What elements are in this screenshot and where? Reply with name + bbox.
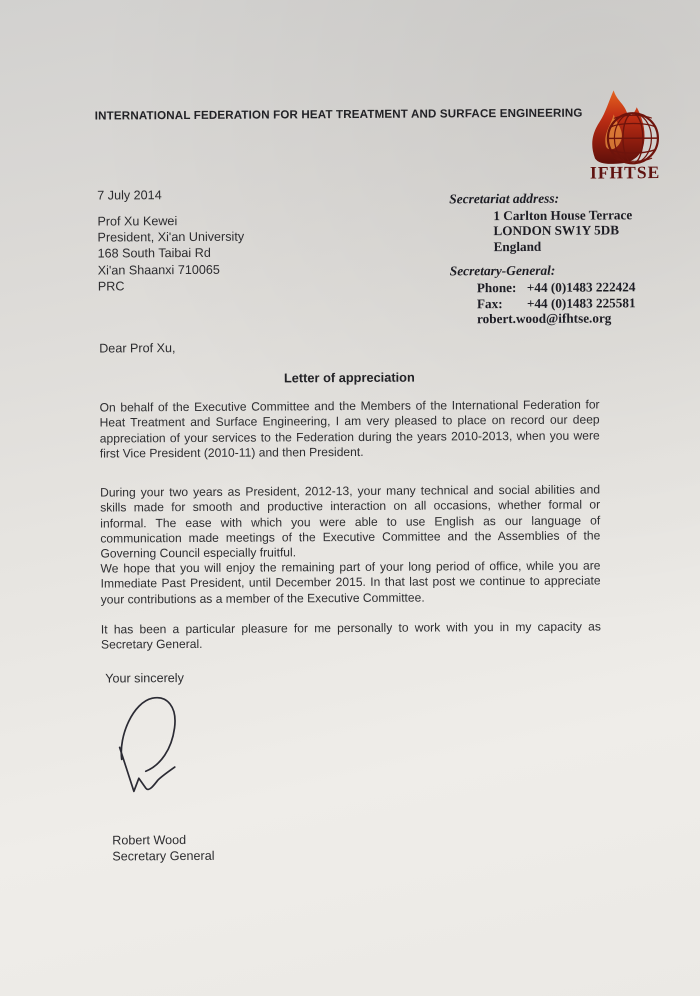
recipient-address <box>97 213 244 295</box>
body-paragraph: We hope that you will enjoy the remaining part of your long period of office, while you are Immediate Past President, until December 2015. In that last post we continue to appreciate your contributions as a member of the Executive Committee. <box>100 558 601 607</box>
salutation: Dear Prof Xu, <box>99 341 176 356</box>
letter-date: 7 July 2014 <box>97 188 162 203</box>
recipient-line: Prof Xu Kewei <box>97 214 178 229</box>
secretariat-address-line: LONDON SW1Y 5DB <box>493 222 620 239</box>
secretary-general-label: Secretary-General: <box>449 263 556 279</box>
ifhtse-logo-icon <box>582 88 669 183</box>
subject-line: Letter of appreciation <box>283 369 415 386</box>
logo-acronym: IFHTSE <box>589 162 661 183</box>
email-address: robert.wood@ifhtse.org <box>476 310 612 327</box>
recipient-line: Xi'an Shaanxi 710065 <box>97 262 220 278</box>
secretariat-block <box>449 190 690 327</box>
phone-row <box>477 279 690 296</box>
signer-name: Robert Wood <box>112 833 187 848</box>
secretariat-address-label: Secretariat address: <box>449 190 560 207</box>
recipient-line: President, Xi'an University <box>97 229 245 245</box>
fax-row <box>477 294 690 311</box>
signature-block <box>112 832 214 865</box>
signer-title: Secretary General <box>112 849 215 864</box>
fax-label: Fax: <box>476 295 503 311</box>
body-paragraph: During your two years as President, 2012-13, your many technical and social abilities and skills made for smooth and productive interaction on all occasions, whether formal or informal. The ease with which you were able to use English as our language of communication made meetings of the Executive Committee and the Assemblies of the Governing Council especially fruitful. <box>100 482 601 561</box>
secretariat-address-line: England <box>493 238 542 254</box>
org-title: INTERNATIONAL FEDERATION FOR HEAT TREATMENT AND SURFACE ENGINEERING <box>94 106 583 123</box>
recipient-line: 168 South Taibai Rd <box>97 246 211 261</box>
closing-line: Your sincerely <box>105 671 184 686</box>
fax-number: +44 (0)1483 225581 <box>526 294 636 311</box>
secretariat-address-line: 1 Carlton House Terrace <box>493 206 633 223</box>
secretary-general-contact <box>477 279 690 327</box>
signature-icon <box>104 693 197 798</box>
phone-number: +44 (0)1483 222424 <box>526 279 636 295</box>
body-paragraph: It has been a particular pleasure for me personally to work with you in my capacity as Secretary General. <box>100 619 601 652</box>
body-paragraph: On behalf of the Executive Committee and the Members of the International Federation for Heat Treatment and Surface Engineering, I am very pleased to place on record our deep appreciation of your services to the Federation during the years 2010-2013, when you were first Vice President (2010-11) and then President. <box>99 397 600 461</box>
recipient-line: PRC <box>97 279 125 294</box>
secretariat-address <box>493 207 689 255</box>
phone-label: Phone: <box>476 279 517 296</box>
